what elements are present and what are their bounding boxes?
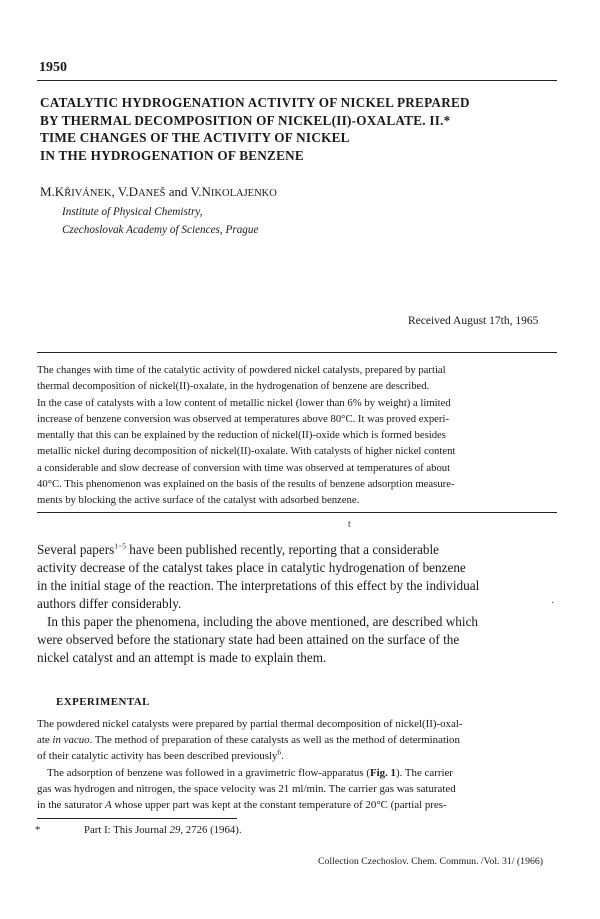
abstract-line: In the case of catalysts with a low content of metallic nickel (lower than 6% by weight) a limited <box>37 396 451 409</box>
margin-dot: · <box>551 598 555 609</box>
abstract-line: ments by blocking the active surface of the catalyst with adsorbed benzene. <box>37 494 360 507</box>
page-number: 1950 <box>39 60 67 75</box>
experimental-line: gas was hydrogen and nitrogen, the space velocity was 21 ml/min. The carrier gas was saturated <box>37 782 456 795</box>
affiliation-academy: Czechoslovak Academy of Sciences, Prague <box>62 224 259 236</box>
introduction <box>37 541 557 667</box>
abstract <box>37 362 557 509</box>
title-line: IN THE HYDROGENATION OF BENZENE <box>40 147 304 163</box>
abstract-top-rule <box>37 352 557 353</box>
abstract-bottom-rule <box>37 512 557 513</box>
paper-title <box>40 94 560 164</box>
author-2: V.DANEŠ <box>117 184 166 199</box>
experimental-line: The powdered nickel catalysts were prepared by partial thermal decomposition of nickel(II)-oxal- <box>37 718 463 730</box>
received-date: Received August 17th, 1965 <box>408 315 539 327</box>
authors-line: M.KŘIVÁNEK, V.DANEŠ and V.NIKOLAJENKO <box>40 184 277 199</box>
body-line: were observed before the stationary state had been attained on the surface of the <box>37 632 460 647</box>
body-line: Several papers$^{1-5}$ have been published recently, reporting that a considerable <box>37 541 439 557</box>
footnote: * Part I: This Journal 29, 2726 (1964). <box>35 824 242 836</box>
section-heading-experimental: EXPERIMENTAL <box>56 696 150 708</box>
citation-superscript: 1−5 <box>114 541 126 551</box>
citation-superscript: 6 <box>277 747 282 757</box>
footnote-marker: * <box>35 824 41 836</box>
abstract-line: The changes with time of the catalytic activity of powdered nickel catalysts, prepared by partial <box>37 364 446 376</box>
author-1: M.KŘIVÁNEK <box>40 184 112 199</box>
abstract-line: increase of benzene conversion was observed at temperatures above 80°C. It was proved experi- <box>37 412 450 425</box>
body-line: authors differ considerably. <box>37 596 182 611</box>
body-line: in the initial stage of the reaction. The interpretations of this effect by the individual <box>37 578 480 593</box>
experimental-line: of their catalytic activity has been described previously$^6$. <box>37 747 284 763</box>
body-line: nickel catalyst and an attempt is made to explain them. <box>37 650 327 665</box>
abstract-line: mentally that this can be explained by the reduction of nickel(II)-oxide which is formed besides <box>37 429 446 442</box>
experimental-line: in the saturator A whose upper part was kept at the constant temperature of 20°C (partial pres- <box>37 799 447 812</box>
title-line: TIME CHANGES OF THE ACTIVITY OF NICKEL <box>40 130 350 145</box>
abstract-line: a considerable and slow decrease of conversion with time was observed at temperatures of about <box>37 461 451 474</box>
footnote-rule <box>37 818 237 819</box>
title-line: BY THERMAL DECOMPOSITION OF NICKEL(II)-OXALATE. II.* <box>40 112 451 128</box>
experimental-line: The adsorption of benzene was followed in a gravimetric flow-apparatus (Fig. 1). The carrier <box>47 766 453 779</box>
figure-reference: Fig. 1 <box>369 766 396 779</box>
abstract-line: thermal decomposition of nickel(II)-oxalate, in the hydrogenation of benzene are described. <box>37 380 430 393</box>
affiliation-institute: Institute of Physical Chemistry, <box>62 206 203 218</box>
journal-footer: Collection Czechoslov. Chem. Commun. /Vol. 31/ (1966) <box>318 856 544 867</box>
title-line: CATALYTIC HYDROGENATION ACTIVITY OF NICKEL PREPARED <box>40 95 470 110</box>
author-3: V.NIKOLAJENKO <box>190 184 277 199</box>
experimental-text <box>37 716 557 813</box>
authors-conjunction: and <box>168 184 188 199</box>
affiliation <box>62 203 258 239</box>
body-line: In this paper the phenomena, including the above mentioned, are described which <box>47 614 479 629</box>
abstract-line: 40°C. This phenomenon was explained on the basis of the results of benzene adsorption measure- <box>37 478 455 491</box>
stray-mark: t <box>348 519 351 530</box>
abstract-line: metallic nickel during decomposition of nickel(II)-oxalate. With catalysts of higher nickel content <box>37 445 456 458</box>
body-line: activity decrease of the catalyst takes place in catalytic hydrogenation of benzene <box>37 560 466 575</box>
experimental-line: ate in vacuo. The method of preparation of these catalysts as well as the method of determination <box>37 734 460 747</box>
header-rule <box>37 80 557 81</box>
